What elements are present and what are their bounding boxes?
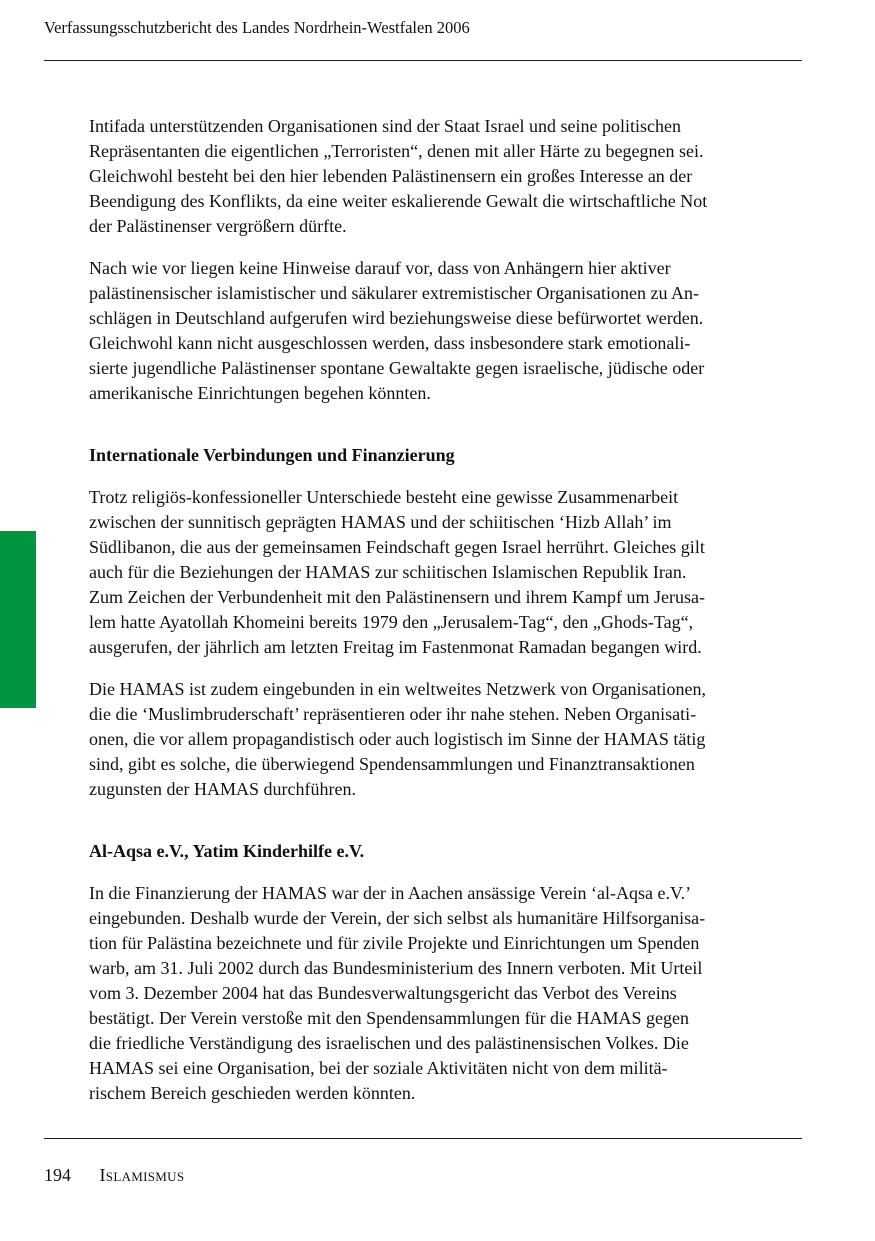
paragraph-netzwerk: Die HAMAS ist zudem eingebunden in ein weltweites Netzwerk von Organisationen, die die ‘Muslimbruderschaft’ repräsentieren oder ihr nahe stehen. Neben Organisati- onen, die vor allem propagandistisch oder auch logistisch im Sinne der HAMAS tätig sind, gibt es solche, die überwiegend Spendensammlungen und Finanztransaktionen zugunsten der HAMAS durchführen.	[89, 679, 707, 799]
paragraph-hinweise: Nach wie vor liegen keine Hinweise darauf vor, dass von Anhängern hier aktiver palästinensischer islamistischer und säkularer extremistischer Organisationen zu An- schlägen in Deutschland aufgerufen wird beziehungsweise diese befürwortet werden. Gleichwohl kann nicht ausgeschlossen werden, dass insbesondere stark emotionali- sierte jugendliche Palästinenser spontane Gewaltakte gegen israelische, jüdische oder amerikanische Einrichtungen begehen könnten.	[89, 258, 705, 403]
footer-rule	[44, 1138, 802, 1139]
page-footer	[44, 1163, 184, 1188]
running-header: Verfassungsschutzbericht des Landes Nordrhein-Westfalen 2006	[44, 18, 470, 37]
paragraph-intifada: Intifada unterstützenden Organisationen sind der Staat Israel und seine politischen Repräsentanten die eigentlichen „Terroristen“, denen mit aller Härte zu begegnen sei. Gleichwohl besteht bei den hier lebenden Palästinensern ein großes Interesse an der Beendigung des Konflikts, da eine weiter eskalierende Gewalt die wirtschaftliche Not der Palästinenser vergrößern dürfte.	[89, 116, 708, 236]
paragraph-zusammenarbeit: Trotz religiös-konfessioneller Unterschiede besteht eine gewisse Zusammenarbeit zwischen der sunnitisch geprägten HAMAS und der schiitischen ‘Hizb Allah’ im Südlibanon, die aus der gemeinsamen Feindschaft gegen Israel herrührt. Gleiches gilt auch für die Beziehungen der HAMAS zur schiitischen Islamischen Republik Iran. Zum Zeichen der Verbundenheit mit den Palästinensern und ihrem Kampf um Jerusa- lem hatte Ayatollah Khomeini bereits 1979 den „Jerusalem-Tag“, den „Ghods-Tag“, ausgerufen, der jährlich am letzten Freitag im Fastenmonat Ramadan begangen wird.	[89, 487, 705, 657]
page-body	[89, 114, 802, 1106]
section-heading-al-aqsa: Al-Aqsa e.V., Yatim Kinderhilfe e.V.	[89, 841, 365, 861]
footer-section-name: Islamismus	[99, 1165, 185, 1185]
paragraph-finanzierung: In die Finanzierung der HAMAS war der in Aachen ansässige Verein ‘al-Aqsa e.V.’ eingebunden. Deshalb wurde der Verein, der sich selbst als humanitäre Hilfsorganisa- tion für Palästina bezeichnete und für zivile Projekte und Einrichtungen um Spenden warb, am 31. Juli 2002 durch das Bundesministerium des Innern verboten. Mit Urteil vom 3. Dezember 2004 hat das Bundesverwaltungsgericht das Verbot des Vereins bestätigt. Der Verein verstoße mit den Spendensammlungen für die HAMAS gegen die friedliche Verständigung des israelischen und des palästinensischen Volkes. Die HAMAS sei eine Organisation, bei der soziale Aktivitäten nicht von dem militä- rischem Bereich geschieden werden könnten.	[89, 883, 706, 1103]
section-marker-tab	[0, 531, 36, 708]
header-rule	[44, 60, 802, 61]
section-heading-verbindungen: Internationale Verbindungen und Finanzierung	[89, 445, 455, 465]
page-number: 194	[44, 1165, 71, 1185]
